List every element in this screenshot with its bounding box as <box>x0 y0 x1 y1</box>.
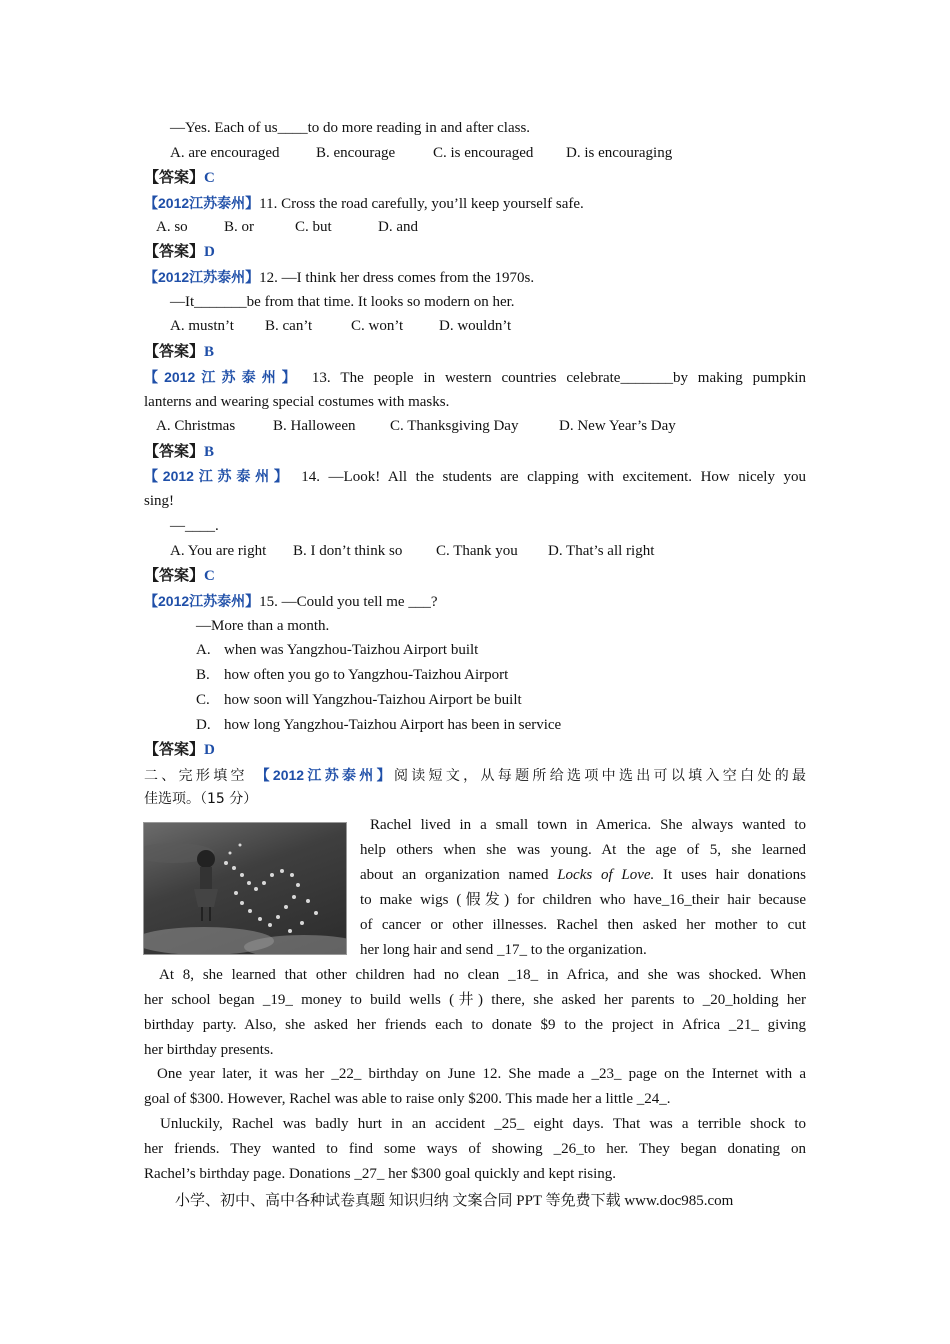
q14-stem-text: 14. —Look! All the students are clapping with excitement. How nicely you <box>301 469 806 485</box>
passage-p1-line4: to make wigs (假发) for children who have_16_their hair because <box>360 892 806 908</box>
option-text: how often you go to Yangzhou-Taizhou Airport <box>224 667 509 683</box>
answer-value: D <box>204 742 215 758</box>
passage-p4-line3: Rachel’s birthday page. Donations _27_ her $300 goal quickly and kept rising. <box>144 1166 616 1182</box>
q12-option-d: D. wouldn’t <box>439 318 512 334</box>
q13-stem-line1 <box>144 366 806 389</box>
q11-answer <box>144 241 215 263</box>
answer-value: B <box>204 344 215 360</box>
answer-tag: 【答案】 <box>144 244 205 260</box>
q13-answer <box>144 441 214 463</box>
option-text: how soon will Yangzhou-Taizhou Airport be built <box>224 692 522 708</box>
q14-reply: —____. <box>170 518 219 534</box>
q10-reply: —Yes. Each of us____to do more reading in and after class. <box>170 120 531 136</box>
q14-option-d: D. That’s all right <box>548 543 655 559</box>
passage-p1-line5: of cancer or other illnesses. Rachel then asked her mother to cut <box>360 917 806 933</box>
q15-option-b <box>196 664 508 686</box>
q10-option-d: D. is encouraging <box>566 145 673 161</box>
source-tag: 【2012江苏泰州】 <box>144 269 260 285</box>
source-tag: 【2012江苏泰州】 <box>255 767 394 783</box>
q15-option-d <box>196 714 561 736</box>
q10-option-b: B. encourage <box>316 145 396 161</box>
q14-option-a: A. You are right <box>170 543 267 559</box>
source-tag: 【2012江苏泰州】 <box>144 195 260 211</box>
q12-option-b: B. can’t <box>265 318 313 334</box>
q15-stem-text: 15. —Could you tell me ___? <box>259 594 438 610</box>
section2-instruction: 阅读短文，从每题所给选项中选出可以填入空白处的最 <box>393 768 807 784</box>
q14-options <box>170 540 654 562</box>
q14-answer <box>144 565 215 587</box>
q15-stem <box>144 590 437 613</box>
q13-option-c: C. Thanksgiving Day <box>390 418 519 434</box>
q15-option-a <box>196 639 478 661</box>
q14-option-b: B. I don’t think so <box>293 543 403 559</box>
q12-reply: —It_______be from that time. It looks so modern on her. <box>170 294 515 310</box>
organization-name: Locks of Love. <box>557 867 655 883</box>
option-text: when was Yangzhou-Taizhou Airport built <box>224 642 479 658</box>
q15-option-c <box>196 689 522 711</box>
section2-heading <box>144 764 806 787</box>
answer-value: C <box>204 568 215 584</box>
answer-value: B <box>204 444 215 460</box>
source-tag: 【2012江苏泰州】 <box>144 369 302 385</box>
q14-option-c: C. Thank you <box>436 543 518 559</box>
option-text: how long Yangzhou-Taizhou Airport has been in service <box>224 717 562 733</box>
q10-options <box>170 142 672 164</box>
q15-reply: —More than a month. <box>196 618 330 634</box>
passage-p1-line1: Rachel lived in a small town in America. She always wanted to <box>370 817 806 833</box>
q12-stem-text: 12. —I think her dress comes from the 1970s. <box>259 270 535 286</box>
section2-title: 二、完形填空 <box>144 768 248 784</box>
page-footer: 小学、初中、高中各种试卷真题 知识归纳 文案合同 PPT 等免费下载 www.doc985.com <box>175 1193 734 1209</box>
source-tag: 【2012江苏泰州】 <box>144 593 260 609</box>
q13-stem-line2: lanterns and wearing special costumes with masks. <box>144 394 450 410</box>
passage-p1-line3-tail: It uses hair donations <box>654 867 806 883</box>
passage-p2-line4: her birthday presents. <box>144 1042 274 1058</box>
source-tag: 【2012江苏泰州】 <box>144 468 293 484</box>
q11-stem <box>144 192 584 215</box>
passage-p2-line2: her school began _19_ money to build wells (井) there, she asked her parents to _20_holding her <box>144 992 806 1008</box>
option-letter: B. <box>196 667 210 683</box>
q10-option-a: A. are encouraged <box>170 145 280 161</box>
q10-answer <box>144 167 215 189</box>
option-letter: A. <box>196 642 211 658</box>
passage-p3-line1: One year later, it was her _22_ birthday on June 12. She made a _23_ page on the Internet with a <box>157 1066 806 1082</box>
q13-option-d: D. New Year’s Day <box>559 418 676 434</box>
answer-tag: 【答案】 <box>144 568 205 584</box>
q11-option-d: D. and <box>378 219 418 235</box>
passage-p2-line3: birthday party. Also, she asked her friends each to donate $9 to the project in Africa _21_ giving <box>144 1017 806 1033</box>
q13-option-a: A. Christmas <box>156 418 236 434</box>
q12-option-a: A. mustn’t <box>170 318 234 334</box>
passage-illustration <box>143 822 347 955</box>
answer-tag: 【答案】 <box>144 170 205 186</box>
passage-p2-line1: At 8, she learned that other children had no clean _18_ in Africa, and she was shocked. When <box>159 967 806 983</box>
answer-tag: 【答案】 <box>144 742 205 758</box>
q14-stem-line1 <box>144 465 806 488</box>
option-letter: C. <box>196 692 210 708</box>
passage-p1-line6: her long hair and send _17_ to the organization. <box>360 942 647 958</box>
passage-p4-line2: her friends. They wanted to find some ways of showing _26_to her. They began donating on <box>144 1141 806 1157</box>
passage-p4-line1: Unluckily, Rachel was badly hurt in an accident _25_ eight days. That was a terrible shock to <box>160 1116 806 1132</box>
option-letter: D. <box>196 717 211 733</box>
q12-answer <box>144 341 214 363</box>
q12-option-c: C. won’t <box>351 318 404 334</box>
answer-tag: 【答案】 <box>144 444 205 460</box>
q11-option-b: B. or <box>224 219 254 235</box>
section2-instruction-line2: 佳选项。（15 分） <box>144 791 258 807</box>
q15-answer <box>144 739 215 761</box>
girl-with-hearts-image <box>144 823 346 954</box>
q10-option-c: C. is encouraged <box>433 145 534 161</box>
q13-options <box>156 415 676 437</box>
passage-p3-line2: goal of $300. However, Rachel was able to raise only $200. This made her a little _24_. <box>144 1091 671 1107</box>
q11-option-a: A. so <box>156 219 188 235</box>
q11-option-c: C. but <box>295 219 332 235</box>
q13-option-b: B. Halloween <box>273 418 356 434</box>
passage-p1-line3 <box>360 864 806 886</box>
answer-value: C <box>204 170 215 186</box>
q13-stem-text: 13. The people in western countries celebrate_______by making pumpkin <box>311 370 807 386</box>
passage-p1-line3-text: about an organization named <box>360 867 558 883</box>
answer-value: D <box>204 244 215 260</box>
q11-options <box>156 216 418 238</box>
q12-stem <box>144 266 534 289</box>
answer-tag: 【答案】 <box>144 344 205 360</box>
q11-stem-text: 11. Cross the road carefully, you’ll keep yourself safe. <box>259 196 584 212</box>
q14-stem-line2: sing! <box>144 493 174 509</box>
passage-p1-line2: help others when she was young. At the age of 5, she learned <box>360 842 806 858</box>
q12-options <box>170 315 511 337</box>
